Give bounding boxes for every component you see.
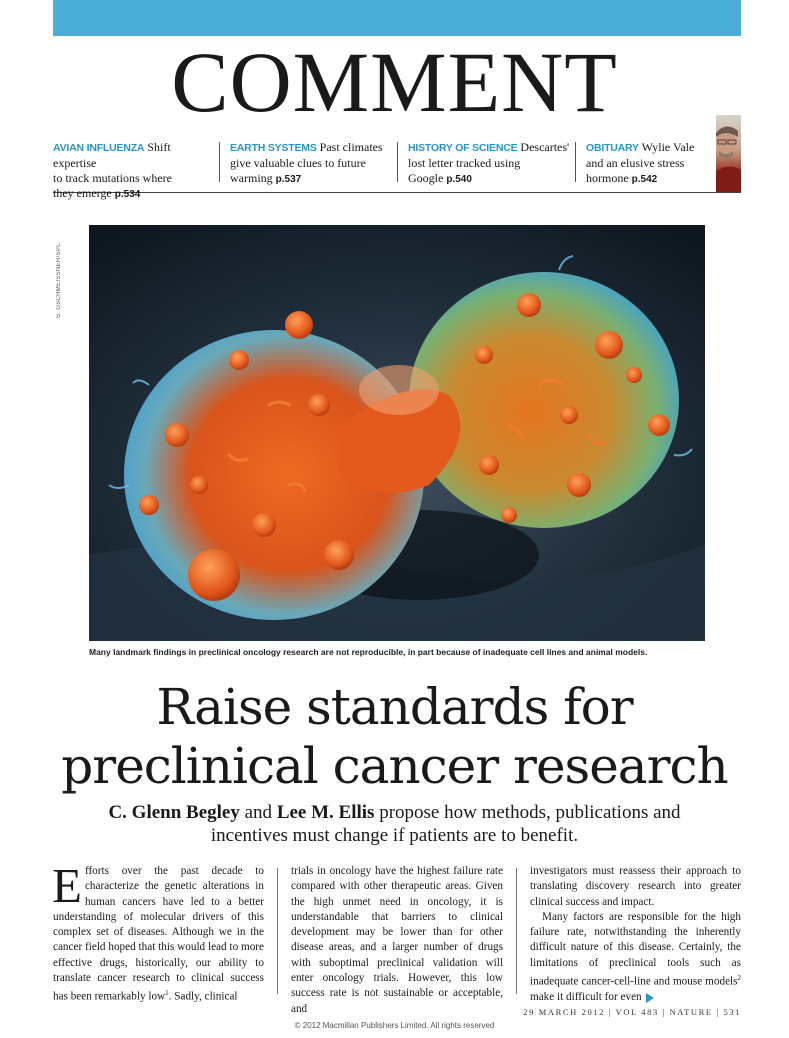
column-rule bbox=[516, 868, 517, 994]
cancer-cell-micrograph bbox=[89, 225, 705, 641]
teaser-text: Past climates bbox=[316, 140, 383, 154]
teaser-category: HISTORY OF SCIENCE bbox=[408, 142, 518, 154]
standfirst-text: incentives must change if patients are to benefit. bbox=[210, 825, 579, 846]
drop-cap: E bbox=[52, 858, 82, 913]
teaser-divider bbox=[575, 142, 576, 182]
teaser-text: Shift expertise bbox=[53, 140, 171, 170]
author-name: Lee M. Ellis bbox=[276, 802, 375, 823]
photo-credit: S. GSCHMEISSNER/SPL bbox=[56, 243, 62, 318]
teaser-avian-influenza[interactable] bbox=[53, 140, 213, 200]
body-column-1 bbox=[52, 858, 264, 1005]
body-text: Many factors are responsible for the high failure rate, notwithstanding the inherently difficult nature of this disease. Certainly, the limitations of preclinical tools such as inadequate cancer-cell-line and mouse models bbox=[530, 910, 741, 988]
article-title bbox=[0, 678, 789, 796]
figure-caption: Many landmark findings in preclinical oncology research are not reproducible, in part because of inadequate cell lines and animal models. bbox=[89, 647, 648, 657]
teaser-text: Wylie Vale bbox=[638, 140, 695, 154]
reference-marker[interactable]: 1 bbox=[165, 989, 169, 998]
section-color-bar bbox=[53, 0, 741, 36]
standfirst-text: and bbox=[239, 802, 277, 823]
obituary-portrait bbox=[716, 115, 741, 192]
body-text: . Sadly, clinical bbox=[168, 991, 238, 1004]
teaser-category: AVIAN INFLUENZA bbox=[53, 142, 145, 154]
title-line: Raise standards for bbox=[156, 678, 633, 736]
reference-marker[interactable]: 2 bbox=[737, 974, 741, 983]
continue-arrow-icon[interactable] bbox=[646, 993, 654, 1003]
teaser-text: Descartes' bbox=[517, 140, 570, 154]
copyright-notice: © 2012 Macmillan Publishers Limited. All rights reserved bbox=[294, 1021, 495, 1030]
section-title: COMMENT bbox=[171, 34, 618, 130]
teaser-text: to track mutations where bbox=[53, 171, 172, 185]
teaser-text: and an elusive stress bbox=[586, 156, 685, 170]
teaser-divider bbox=[397, 142, 398, 182]
title-line: preclinical cancer research bbox=[61, 737, 728, 795]
teaser-category: EARTH SYSTEMS bbox=[230, 142, 317, 154]
body-text: trials in oncology have the highest failure rate compared with other therapeutic areas. Given the high unmet need in oncology, it is understandable that barriers to clinical development may be lower than for other disease areas, and a larger number of drugs with suboptimal preclinical validation will enter oncology trials. However, this low success rate is not sustainable or acceptable, and bbox=[291, 865, 503, 1015]
body-text: fforts over the past decade to characterize the genetic alterations in human cancers have led to a better understanding of molecular drivers of this complex set of diseases. Although we in the cancer field hoped that this would lead to more effective drugs, historically, our ability to translate cancer research to clinical success has been remarkably low bbox=[53, 865, 264, 1004]
teaser-text: Google bbox=[408, 171, 447, 185]
teaser-text: hormone bbox=[586, 171, 632, 185]
column-rule bbox=[277, 868, 278, 994]
teaser-history-of-science[interactable] bbox=[408, 140, 576, 186]
teaser-obituary[interactable] bbox=[586, 140, 716, 186]
body-column-3 bbox=[530, 864, 741, 1005]
teaser-text: warming bbox=[230, 171, 276, 185]
teaser-page: p.540 bbox=[446, 174, 472, 185]
body-text: make it difficult for even bbox=[530, 991, 642, 1004]
teaser-earth-systems[interactable] bbox=[230, 140, 400, 186]
teaser-text: they emerge bbox=[53, 186, 115, 200]
teaser-category: OBITUARY bbox=[586, 142, 639, 154]
teaser-text: give valuable clues to future bbox=[230, 156, 366, 170]
teaser-page: p.534 bbox=[114, 189, 141, 200]
body-column-2 bbox=[291, 864, 503, 1017]
page-folio: 29 MARCH 2012 | VOL 483 | NATURE | 531 bbox=[523, 1007, 741, 1017]
author-name: C. Glenn Begley bbox=[108, 802, 240, 823]
teaser-divider bbox=[219, 142, 220, 182]
body-text: investigators must reassess their approach to translating discovery research into greater clinical success and impact. bbox=[530, 865, 741, 908]
teaser-page: p.537 bbox=[275, 174, 302, 185]
standfirst bbox=[60, 801, 729, 847]
standfirst-text: propose how methods, publications and bbox=[374, 802, 681, 823]
teaser-strip bbox=[53, 140, 741, 200]
teaser-page: p.542 bbox=[631, 174, 658, 185]
teaser-text: lost letter tracked using bbox=[408, 156, 521, 170]
